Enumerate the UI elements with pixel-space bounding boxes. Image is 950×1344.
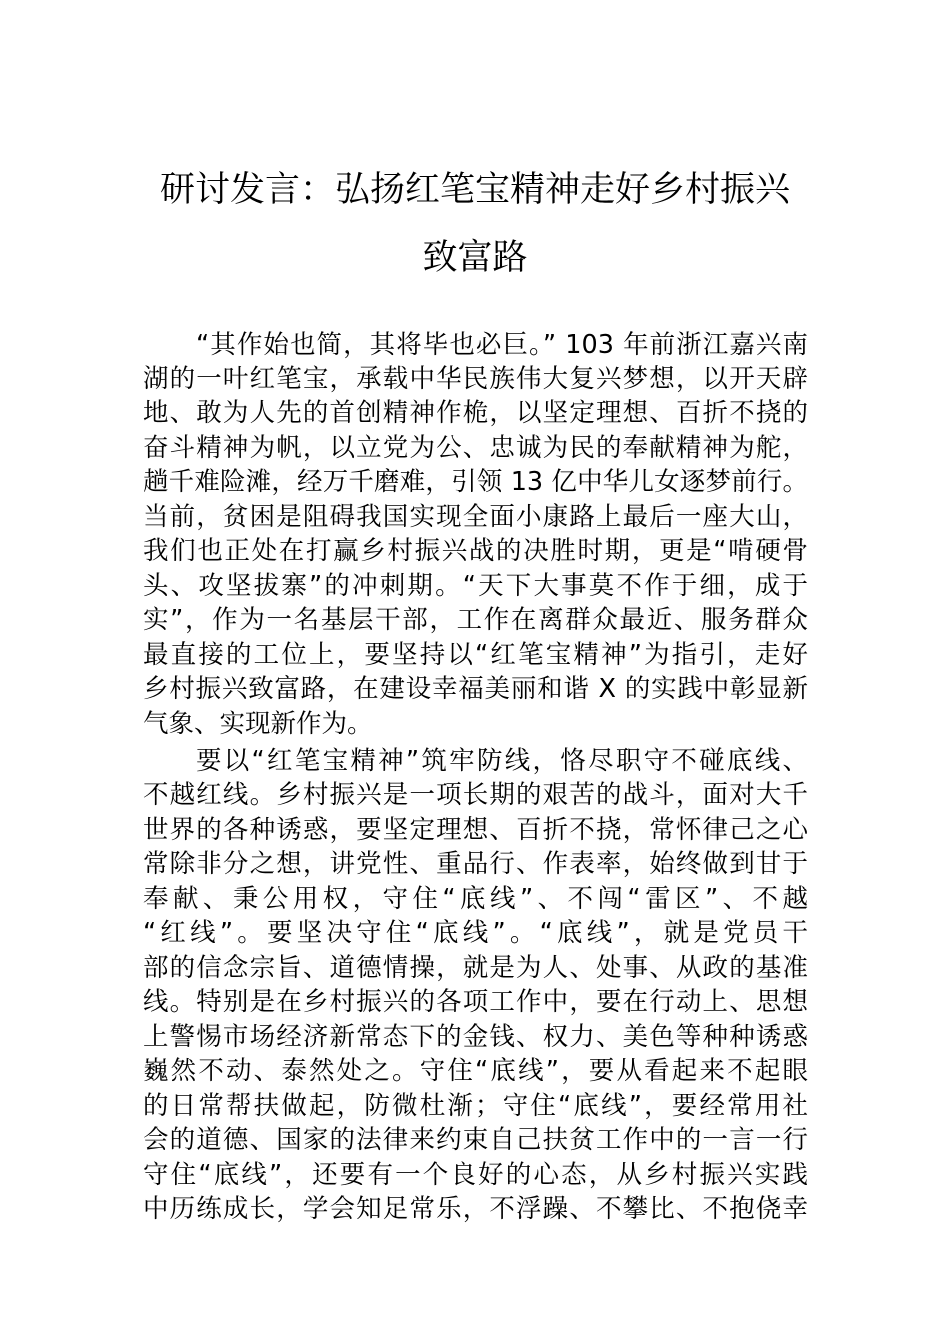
- document-title-line-2: 致富路: [422, 238, 528, 278]
- paragraph-line: 世界的各种诱惑，要坚定理想、百折不挠，常怀律己之心: [143, 815, 808, 845]
- paragraph-line: 线。特别是在乡村振兴的各项工作中，要在行动上、思想: [143, 987, 808, 1017]
- paragraph-line: 湖的一叶红笔宝，承载中华民族伟大复兴梦想，以开天辟: [143, 364, 808, 394]
- paragraph-line: “红线”。要坚决守住“底线”。“底线”，就是党员干: [143, 918, 808, 948]
- paragraph-line: 趟千难险滩，经万千磨难，引领 13 亿中华儿女逐梦前行。: [143, 467, 808, 497]
- paragraph-line: 奉献、秉公用权，守住“底线”、不闯“雷区”、不越: [143, 884, 808, 914]
- paragraph-line: 的日常帮扶做起，防微杜渐；守住“底线”，要经常用社: [143, 1091, 808, 1121]
- paragraph-line: 要以“红笔宝精神”筑牢防线，恪尽职守不碰底线、: [196, 746, 808, 776]
- paragraph-line: 乡村振兴致富路，在建设幸福美丽和谐 X 的实践中彰显新: [143, 674, 808, 704]
- paragraph-line: 地、敢为人先的首创精神作桅，以坚定理想、百折不挠的: [143, 398, 808, 428]
- paragraph-line: 常除非分之想，讲党性、重品行、作表率，始终做到甘于: [143, 849, 808, 879]
- paragraph-line: 中历练成长，学会知足常乐，不浮躁、不攀比、不抱侥幸: [143, 1194, 808, 1224]
- paragraph-line: 奋斗精神为帆，以立党为公、忠诚为民的奉献精神为舵，: [143, 433, 808, 463]
- paragraph-line: 我们也正处在打赢乡村振兴战的决胜时期，更是“啃硬骨: [143, 536, 808, 566]
- paragraph-line: “其作始也简，其将毕也必巨。” 103 年前浙江嘉兴南: [196, 330, 808, 360]
- paragraph-line: 会的道德、国家的法律来约束自己扶贫工作中的一言一行: [143, 1125, 808, 1155]
- paragraph-line: 不越红线。乡村振兴是一项长期的艰苦的战斗，面对大千: [143, 780, 808, 810]
- document-title-line-1: 研讨发言：弘扬红笔宝精神走好乡村振兴: [159, 170, 790, 210]
- paragraph-line: 气象、实现新作为。: [143, 709, 373, 739]
- paragraph-line: 巍然不动、泰然处之。守住“底线”，要从看起来不起眼: [143, 1056, 808, 1086]
- paragraph-line: 头、攻坚拔寨”的冲刺期。“天下大事莫不作于细，成于: [143, 571, 808, 601]
- paragraph-line: 当前，贫困是阻碍我国实现全面小康路上最后一座大山，: [143, 502, 808, 532]
- paragraph-line: 最直接的工位上，要坚持以“红笔宝精神”为指引，走好: [143, 640, 808, 670]
- paragraph-line: 实”，作为一名基层干部，工作在离群众最近、服务群众: [143, 605, 808, 635]
- paragraph-line: 部的信念宗旨、道德情操，就是为人、处事、从政的基准: [143, 953, 808, 983]
- paragraph-line: 上警惕市场经济新常态下的金钱、权力、美色等种种诱惑: [143, 1022, 808, 1052]
- paragraph-line: 守住“底线”，还要有一个良好的心态，从乡村振兴实践: [143, 1160, 808, 1190]
